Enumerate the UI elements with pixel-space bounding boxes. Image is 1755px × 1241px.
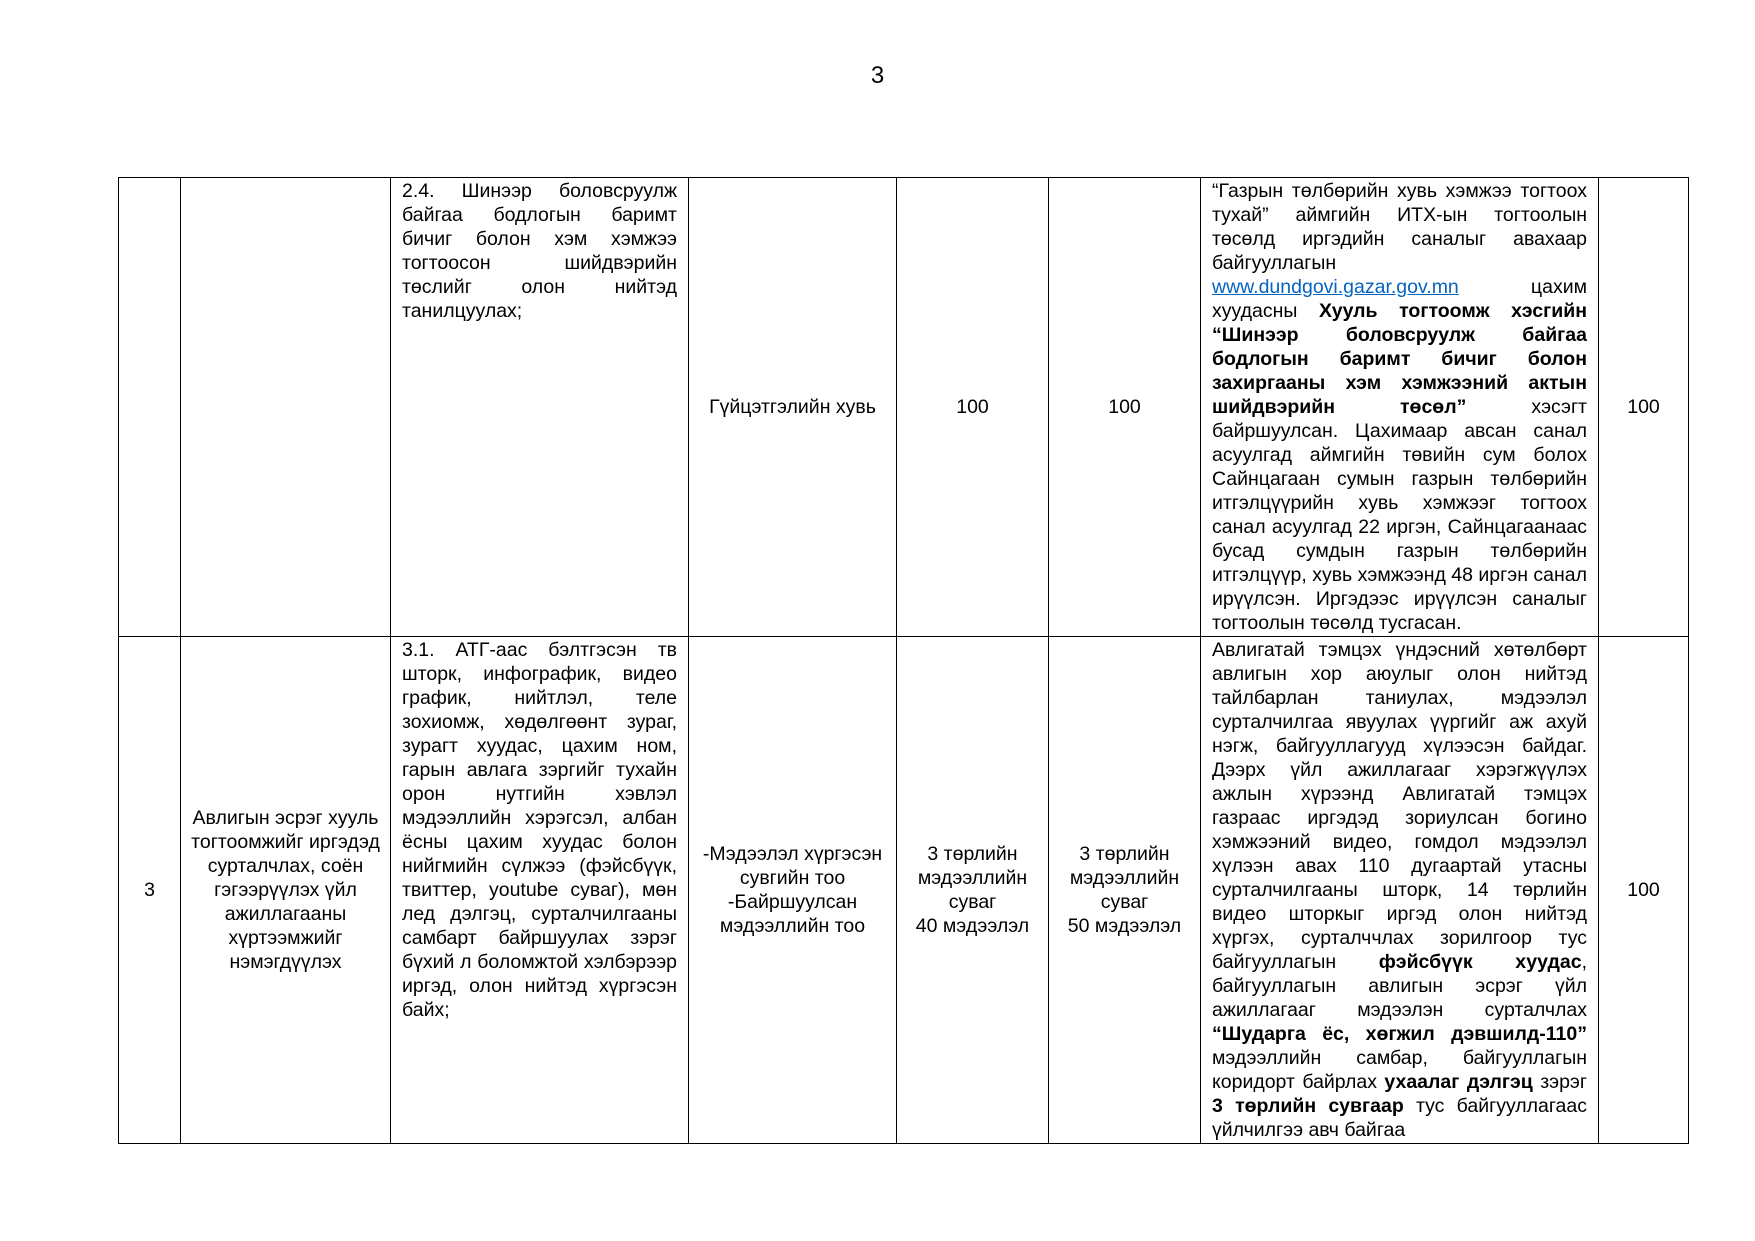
report-table <box>118 177 1689 1144</box>
row-number-cell <box>119 178 181 637</box>
report-bold-text: Хууль тогтоомж хэсгийн “Шинээр боловсруулж байгаа бодлогын баримт бичиг болон захиргааны хэм хэмжээний актын шийдвэрийн төсөл” <box>1212 300 1587 418</box>
website-link[interactable]: www.dundgovi.gazar.gov.mn <box>1212 276 1459 298</box>
baseline-cell <box>897 637 1049 1144</box>
report-bold-text: 3 төрлийн сувгаар <box>1212 1095 1404 1117</box>
indicator-line: -Байршуулсан мэдээллийн тоо <box>719 891 866 937</box>
report-bold-text: фэйсбүүк хуудас <box>1378 951 1582 973</box>
target-cell <box>1049 637 1201 1144</box>
report-text: “Газрын төлбөрийн хувь хэмжээ тогтоох тухай” аймгийн ИТХ-ын тогтоолын төсөлд иргэдийн саналыг авахаар байгууллагын <box>1212 180 1587 274</box>
row-number-cell: 3 <box>119 637 181 1144</box>
report-text: тус байгууллагаас үйлчилгээ авч байгаа <box>1212 1095 1587 1141</box>
target-line: 3 төрлийн мэдээллийн суваг <box>1069 843 1180 913</box>
goal-cell <box>181 178 391 637</box>
goal-cell: Авлигын эсрэг хууль тогтоомжийг иргэдэд сурталчлах, соён гэгээрүүлэх үйл ажиллагааны хүртээмжийг нэмэгдүүлэх <box>181 637 391 1144</box>
baseline-line: 3 төрлийн мэдээллийн суваг <box>917 843 1028 913</box>
score-cell: 100 <box>1599 637 1689 1144</box>
activity-cell: 3.1. АТГ-аас бэлтгэсэн тв шторк, инфографик, видео график, нийтлэл, теле зохиомж, хөдөлгөөнт зураг, зурагт хуудас, цахим ном, гарын авлага зэргийг тухайн орон нутгийн хэвлэл мэдээллийн хэрэгсэл, албан ёсны цахим хуудас болон нийгмийн сүлжээ (фэйсбүүк, твиттер, youtube суваг), мөн лед дэлгэц, сурталчилгааны самбарт байршуулах зэрэг бүхий л боломжтой хэлбэрээр иргэд, олон нийтэд хүргэсэн байх; <box>391 637 689 1144</box>
report-text: Авлигатай тэмцэх үндэсний хөтөлбөрт авлигын хор аюулыг олон нийтэд тайлбарлан таниулах, мэдээлэл сурталчилгаа явуулах үүргийг аж ахуй нэгж, байгууллагууд хүлээсэн байдаг. Дээрх үйл ажиллагааг хэрэгжүүлэх ажлын хүрээнд Авлигатай тэмцэх газраас иргэдэд зориулсан богино хэмжээний видео, гомдол мэдээлэл хүлээн авах 110 дугаартай утасны сурталчилгааны шторк, 14 төрлийн видео шторкыг иргэд олон нийтэд хүргэх, сурталччлах зорилгоор тус байгууллагын <box>1212 639 1587 973</box>
score-cell: 100 <box>1599 178 1689 637</box>
report-cell <box>1201 178 1599 637</box>
target-cell: 100 <box>1049 178 1201 637</box>
report-text: зэрэг <box>1532 1071 1587 1093</box>
report-text-block <box>1212 638 1587 1142</box>
indicator-cell <box>689 637 897 1144</box>
indicator-cell: Гүйцэтгэлийн хувь <box>689 178 897 637</box>
activity-cell: 2.4. Шинээр боловсруулж байгаа бодлогын баримт бичиг болон хэм хэмжээ тогтоосон шийдвэрийн төслийг олон нийтэд танилцуулах; <box>391 178 689 637</box>
baseline-line: 40 мэдээлэл <box>915 915 1030 937</box>
baseline-cell: 100 <box>897 178 1049 637</box>
target-line: 50 мэдээлэл <box>1067 915 1182 937</box>
report-bold-text: ухаалаг дэлгэц <box>1384 1071 1533 1093</box>
report-text: мэдээллийн самбар, байгууллагын коридорт байрлах <box>1212 1047 1587 1093</box>
report-cell <box>1201 637 1599 1144</box>
report-text: , байгууллагын авлигын эсрэг үйл ажиллагааг мэдээлэн сурталчлах <box>1212 951 1587 1021</box>
report-text: хэсэгт байршуулсан. Цахимаар авсан санал асуулгад аймгийн төвийн сум болох Сайнцагаан сумын газрын төлбөрийн итгэлцүүрийн хувь хэмжээг тогтоох санал асуулгад 22 иргэн, Сайнцагаанаас бусад сумдын газрын төлбөрийн итгэлцүүр, хувь хэмжээнд 48 иргэн санал ирүүлсэн. Иргэдээс ирүүлсэн саналыг тогтоолын төсөлд тусгасан. <box>1212 396 1587 634</box>
report-bold-text: “Шударга ёс, хөгжил дэвшилд-110” <box>1212 1023 1587 1045</box>
page-number: 3 <box>870 62 885 89</box>
report-text: цахим хуудасны <box>1212 276 1587 322</box>
table-row <box>119 637 1689 1144</box>
table-row <box>119 178 1689 637</box>
indicator-line: -Мэдээлэл хүргэсэн сувгийн тоо <box>702 843 883 889</box>
